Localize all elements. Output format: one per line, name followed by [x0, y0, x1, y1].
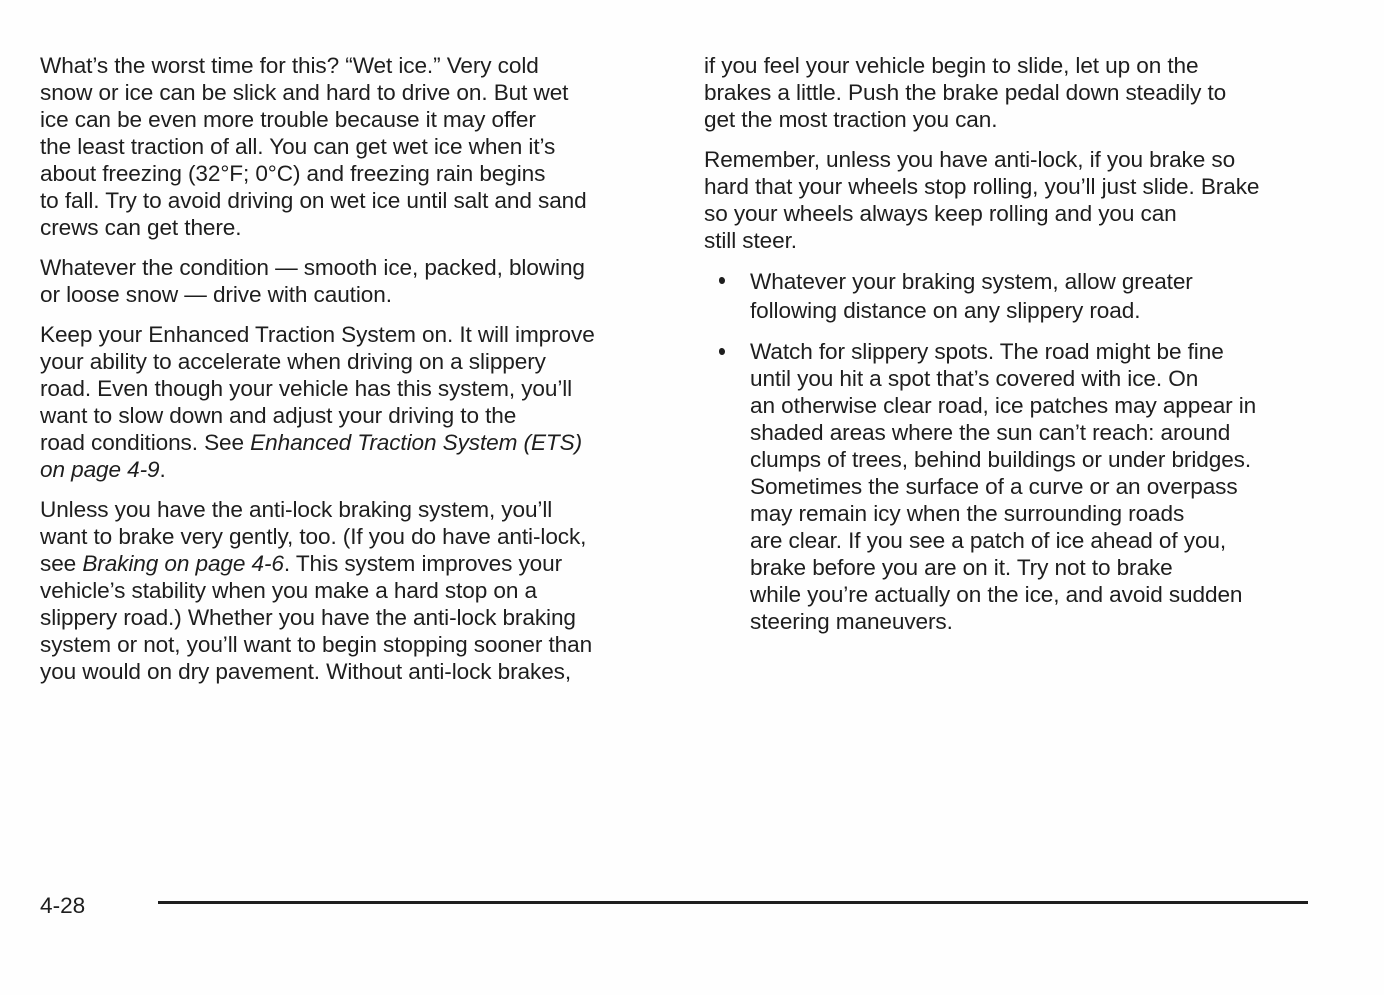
- text-line: the least traction of all. You can get wet ice when it’s: [40, 134, 556, 159]
- text-line: [40, 550, 665, 577]
- text-line: Sometimes the surface of a curve or an overpass: [750, 474, 1238, 499]
- cross-reference-ets[interactable]: Enhanced Traction System (ETS): [250, 430, 583, 455]
- text-line: road. Even though your vehicle has this system, you’ll: [40, 376, 573, 401]
- text-fragment: . This system improves your: [283, 551, 563, 576]
- bullet-item-following-distance: [704, 267, 1319, 324]
- text-line: steering maneuvers.: [750, 609, 953, 634]
- text-line: while you’re actually on the ice, and avoid sudden: [750, 582, 1243, 607]
- text-line: ice can be even more trouble because it may offer: [40, 107, 536, 132]
- bullet-icon: [719, 346, 726, 355]
- text-line: Unless you have the anti-lock braking system, you’ll: [40, 497, 553, 522]
- text-line: hard that your wheels stop rolling, you’ll just slide. Brake: [704, 174, 1260, 199]
- text-line: brake before you are on it. Try not to brake: [750, 555, 1173, 580]
- text-line: Whatever the condition — smooth ice, packed, blowing: [40, 255, 585, 280]
- text-line: system or not, you’ll want to begin stopping sooner than: [40, 632, 593, 657]
- cross-reference-ets-page[interactable]: on page 4-9: [40, 457, 160, 482]
- paragraph-condition: [40, 254, 665, 308]
- text-line: Watch for slippery spots. The road might be fine: [750, 339, 1224, 364]
- text-line: get the most traction you can.: [704, 107, 998, 132]
- text-line: still steer.: [704, 228, 797, 253]
- text-line: [40, 429, 665, 456]
- page-number: 4-28: [40, 893, 86, 918]
- text-line: about freezing (32°F; 0°C) and freezing rain begins: [40, 161, 546, 186]
- cross-reference-braking[interactable]: Braking on page 4-6: [82, 551, 284, 576]
- text-line: shaded areas where the sun can’t reach: around: [750, 420, 1231, 445]
- paragraph-slide: [704, 52, 1319, 133]
- text-line: Remember, unless you have anti-lock, if you brake so: [704, 147, 1236, 172]
- text-line: you would on dry pavement. Without anti-lock brakes,: [40, 659, 572, 684]
- text-fragment: .: [159, 457, 166, 482]
- bullet-list: [704, 267, 1319, 635]
- text-line: brakes a little. Push the brake pedal down steadily to: [704, 80, 1227, 105]
- text-line: are clear. If you see a patch of ice ahead of you,: [750, 528, 1227, 553]
- text-line: clumps of trees, behind buildings or under bridges.: [750, 447, 1252, 472]
- footer-divider: [158, 901, 1308, 904]
- paragraph-wet-ice: [40, 52, 665, 241]
- text-line: [40, 456, 665, 483]
- text-line: following distance on any slippery road.: [750, 298, 1141, 323]
- text-line: slippery road.) Whether you have the anti-lock braking: [40, 605, 576, 630]
- bullet-icon: [719, 275, 726, 284]
- text-line: may remain icy when the surrounding roads: [750, 501, 1185, 526]
- text-line: What’s the worst time for this? “Wet ice.” Very cold: [40, 53, 539, 78]
- text-line: until you hit a spot that’s covered with ice. On: [750, 366, 1199, 391]
- text-line: snow or ice can be slick and hard to drive on. But wet: [40, 80, 569, 105]
- paragraph-remember: [704, 146, 1319, 254]
- text-line: vehicle’s stability when you make a hard stop on a: [40, 578, 537, 603]
- text-line: Keep your Enhanced Traction System on. It will improve: [40, 322, 595, 347]
- bullet-item-slippery-spots: [704, 338, 1319, 635]
- paragraph-traction-system: [40, 321, 665, 483]
- left-column: [40, 52, 665, 698]
- text-line: want to slow down and adjust your driving to the: [40, 403, 517, 428]
- text-line: Whatever your braking system, allow greater: [750, 269, 1193, 294]
- text-line: so your wheels always keep rolling and you can: [704, 201, 1177, 226]
- text-line: crews can get there.: [40, 215, 242, 240]
- text-fragment: see: [40, 551, 83, 576]
- text-line: to fall. Try to avoid driving on wet ice until salt and sand: [40, 188, 587, 213]
- right-column: [704, 52, 1319, 649]
- text-line: or loose snow — drive with caution.: [40, 282, 392, 307]
- text-line: an otherwise clear road, ice patches may appear in: [750, 393, 1257, 418]
- text-line: if you feel your vehicle begin to slide, let up on the: [704, 53, 1199, 78]
- paragraph-anti-lock: [40, 496, 665, 685]
- text-fragment: road conditions. See: [40, 430, 251, 455]
- text-line: want to brake very gently, too. (If you do have anti-lock,: [40, 524, 587, 549]
- text-line: your ability to accelerate when driving on a slippery: [40, 349, 546, 374]
